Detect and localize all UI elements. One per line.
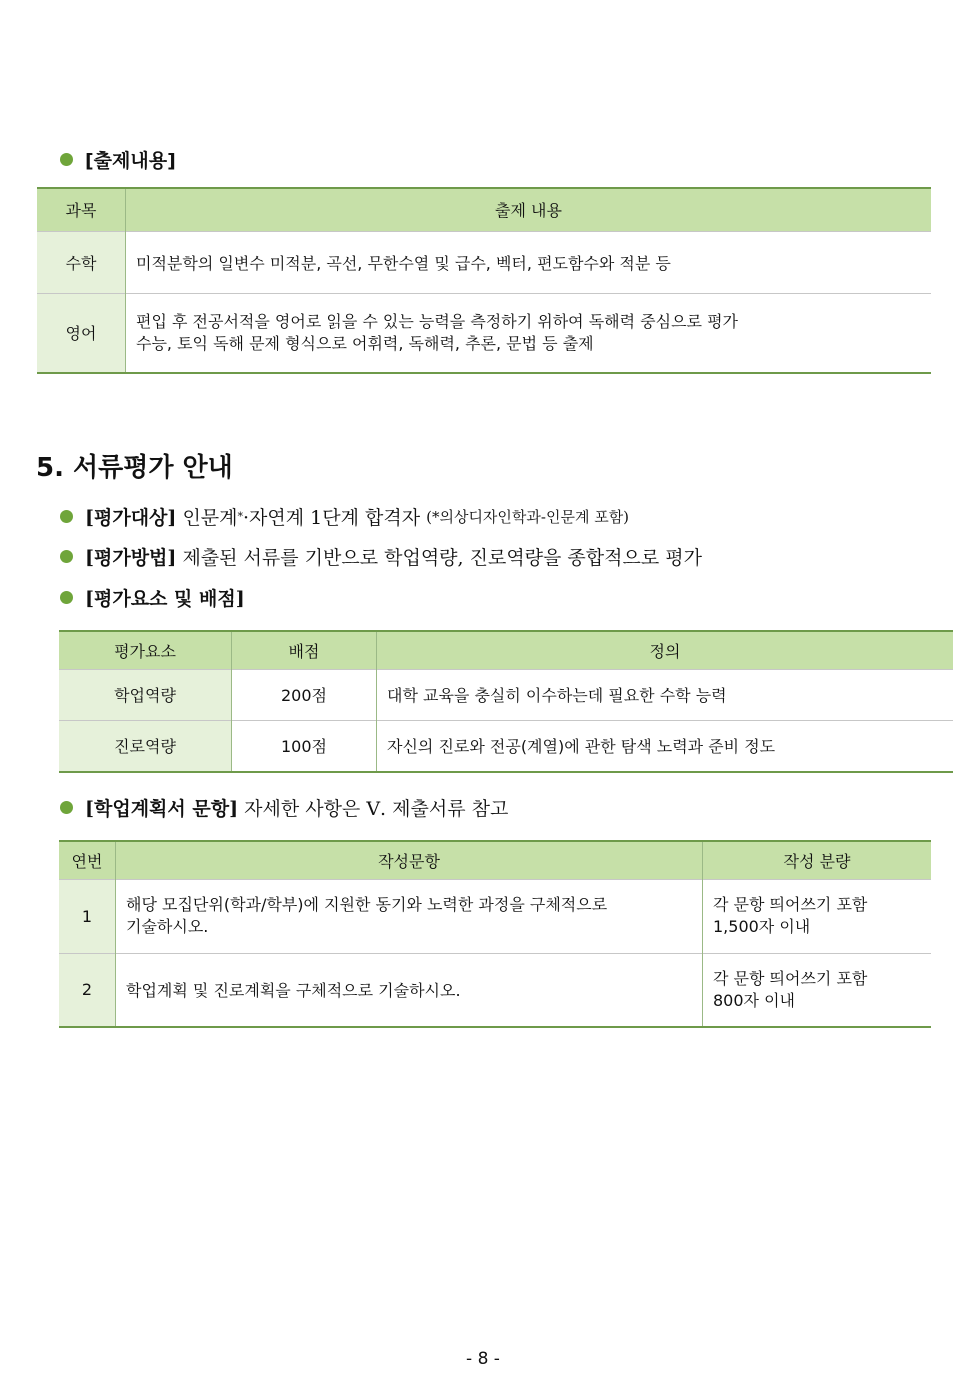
question-line: 해당 모집단위(학과/학부)에 지원한 동기와 노력한 과정을 구체적으로 <box>126 895 608 914</box>
table-header-row <box>59 841 931 879</box>
header-content: 출제 내용 <box>126 188 932 231</box>
table-row <box>59 953 931 1027</box>
section-title: 5. 서류평가 안내 <box>36 453 233 483</box>
exam-content-label: [출제내용] <box>85 150 176 172</box>
amount-cell <box>703 879 932 953</box>
footnote-marker: * <box>237 510 244 523</box>
eval-method-label: [평가방법] <box>85 547 177 569</box>
question-cell <box>116 953 703 1027</box>
header-score: 배점 <box>232 631 377 669</box>
header-question: 작성문항 <box>116 841 703 879</box>
score-cell: 100점 <box>232 720 377 772</box>
definition-cell: 자신의 진로와 전공(계열)에 관한 탐색 노력과 준비 정도 <box>377 720 954 772</box>
bullet-dot-icon <box>60 801 73 814</box>
content-cell <box>126 293 932 373</box>
header-definition: 정의 <box>377 631 954 669</box>
element-cell: 학업역량 <box>59 669 232 720</box>
content-line: 편입 후 전공서적을 영어로 읽을 수 있는 능력을 측정하기 위하여 독해력 중심으로 평가 <box>136 311 738 331</box>
table-row <box>59 669 953 720</box>
score-cell: 200점 <box>232 669 377 720</box>
amount-cell <box>703 953 932 1027</box>
eval-elements-label: [평가요소 및 배점] <box>85 588 245 610</box>
eval-method-text: 제출된 서류를 기반으로 학업역량, 진로역량을 종합적으로 평가 <box>182 547 702 569</box>
study-plan-label: [학업계획서 문항] <box>85 798 239 820</box>
content-cell: 미적분학의 일변수 미적분, 곡선, 무한수열 및 급수, 벡터, 편도함수와 적분 등 <box>126 231 932 293</box>
table-row <box>37 231 931 293</box>
question-cell <box>116 879 703 953</box>
subject-cell: 영어 <box>37 293 126 373</box>
bullet-dot-icon <box>60 153 73 166</box>
study-plan-text: 자세한 사항은 Ⅴ. 제출서류 참고 <box>244 798 509 820</box>
exam-content-bullet <box>60 146 176 173</box>
no-cell: 2 <box>59 953 116 1027</box>
eval-table <box>59 630 953 773</box>
subject-cell: 수학 <box>37 231 126 293</box>
eval-target-note: (*의상디자인학과-인문계 포함) <box>426 508 630 526</box>
amount-line: 1,500자 이내 <box>713 917 811 936</box>
exam-content-table <box>37 187 931 374</box>
table-row <box>37 293 931 373</box>
bullet-dot-icon <box>60 510 73 523</box>
eval-target-bullet <box>60 503 629 530</box>
no-cell: 1 <box>59 879 116 953</box>
table-row <box>59 720 953 772</box>
table-header-row <box>37 188 931 231</box>
eval-target-label: [평가대상] <box>85 507 177 529</box>
header-element: 평가요소 <box>59 631 232 669</box>
table-row <box>59 879 931 953</box>
eval-target-text-b: ·자연계 1단계 합격자 <box>243 507 421 529</box>
question-line: 학업계획 및 진로계획을 구체적으로 기술하시오. <box>126 981 461 1001</box>
eval-method-bullet <box>60 543 702 570</box>
definition-cell: 대학 교육을 충실히 이수하는데 필요한 수학 능력 <box>377 669 954 720</box>
eval-target-text-a: 인문계 <box>182 507 238 529</box>
study-plan-bullet <box>60 794 508 821</box>
eval-elements-bullet <box>60 584 245 611</box>
content-line: 수능, 토익 독해 문제 형식으로 어휘력, 독해력, 추론, 문법 등 출제 <box>136 333 594 353</box>
table-header-row <box>59 631 953 669</box>
page-number: - 8 - <box>466 1349 500 1369</box>
question-line: 기술하시오. <box>126 917 209 936</box>
header-no: 연번 <box>59 841 116 879</box>
bullet-dot-icon <box>60 591 73 604</box>
study-plan-table <box>59 840 931 1028</box>
element-cell: 진로역량 <box>59 720 232 772</box>
header-subject: 과목 <box>37 188 126 231</box>
amount-line: 각 문항 띄어쓰기 포함 <box>713 968 868 988</box>
header-amount: 작성 분량 <box>703 841 932 879</box>
bullet-dot-icon <box>60 550 73 563</box>
amount-line: 각 문항 띄어쓰기 포함 <box>713 895 868 914</box>
amount-line: 800자 이내 <box>713 990 795 1010</box>
